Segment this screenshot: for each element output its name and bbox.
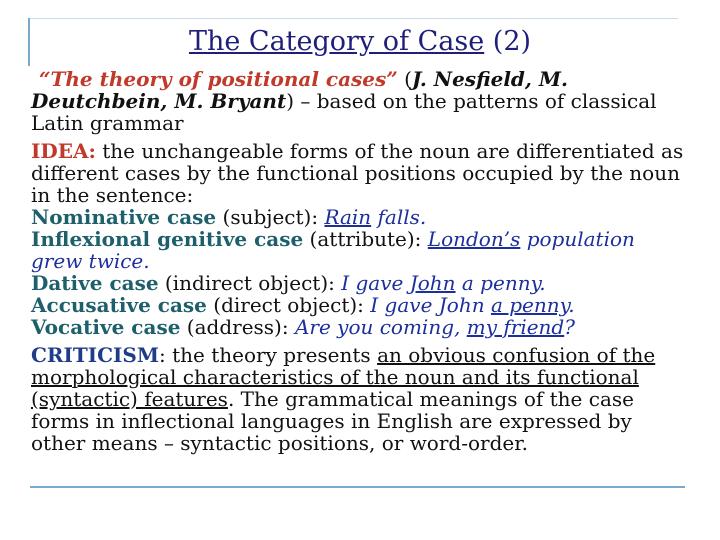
- case-example-underlined: London’s: [427, 227, 521, 251]
- case-example-pre: I gave: [341, 271, 410, 295]
- theory-rest: ) – based on the patterns of classical Latin grammar: [31, 89, 657, 135]
- title-main: The Category of Case: [188, 26, 485, 57]
- theory-open-paren: (: [397, 67, 412, 91]
- case-genitive: [31, 228, 691, 272]
- criticism-label: CRITICISM: [31, 343, 159, 367]
- case-name: Dative case: [31, 271, 159, 295]
- case-name: Vocative case: [31, 315, 181, 339]
- slide-body: [31, 68, 691, 454]
- case-role: (address):: [180, 315, 295, 339]
- idea-text: the unchangeable forms of the noun are differentiated as different cases by the functional positions occupied by the noun in the sentence:: [31, 139, 684, 207]
- case-name: Nominative case: [31, 205, 217, 229]
- case-example-rest: a penny.: [455, 271, 546, 295]
- case-role: (direct object):: [206, 293, 371, 317]
- case-role: (indirect object):: [158, 271, 342, 295]
- criticism-paragraph: [31, 344, 691, 454]
- theory-authors: J. Nesfield, M. Deutchbein, M. Bryant: [31, 67, 568, 113]
- case-role: (attribute):: [303, 227, 428, 251]
- top-divider: [28, 18, 678, 19]
- case-example-pre: Are you coming,: [294, 315, 467, 339]
- theory-name: “The theory of positional cases”: [39, 67, 398, 91]
- case-role: (subject):: [216, 205, 325, 229]
- case-nominative: [31, 206, 691, 228]
- bottom-divider: [30, 486, 685, 488]
- case-example-underlined: a penny: [490, 293, 569, 317]
- case-example-pre: I gave John: [370, 293, 491, 317]
- title-suffix: (2): [484, 26, 532, 57]
- criticism-rest: . The grammatical meanings of the case forms in inflectional languages in English are expressed by other means – syntactic positions, or word-order.: [31, 387, 634, 455]
- case-example-underlined: my friend: [466, 315, 565, 339]
- case-example-rest: ?: [564, 315, 575, 339]
- case-example-rest: falls.: [371, 205, 427, 229]
- case-example-underlined: John: [409, 271, 456, 295]
- criticism-underlined: an obvious confusion of the morphological characteristics of the noun and its functional (syntactic) features: [31, 343, 656, 411]
- slide-title: [0, 26, 720, 58]
- criticism-intro: : the theory presents: [159, 343, 378, 367]
- case-dative: [31, 272, 691, 294]
- case-example-rest: .: [568, 293, 575, 317]
- case-name: Accusative case: [31, 293, 207, 317]
- case-example-rest: population grew twice.: [31, 227, 635, 273]
- idea-label: IDEA:: [31, 139, 96, 163]
- case-accusative: [31, 294, 691, 316]
- idea-paragraph: [31, 140, 691, 206]
- case-name: Inflexional genitive case: [31, 227, 304, 251]
- theory-paragraph: [31, 68, 691, 134]
- case-vocative: [31, 316, 691, 338]
- case-example-underlined: Rain: [324, 205, 372, 229]
